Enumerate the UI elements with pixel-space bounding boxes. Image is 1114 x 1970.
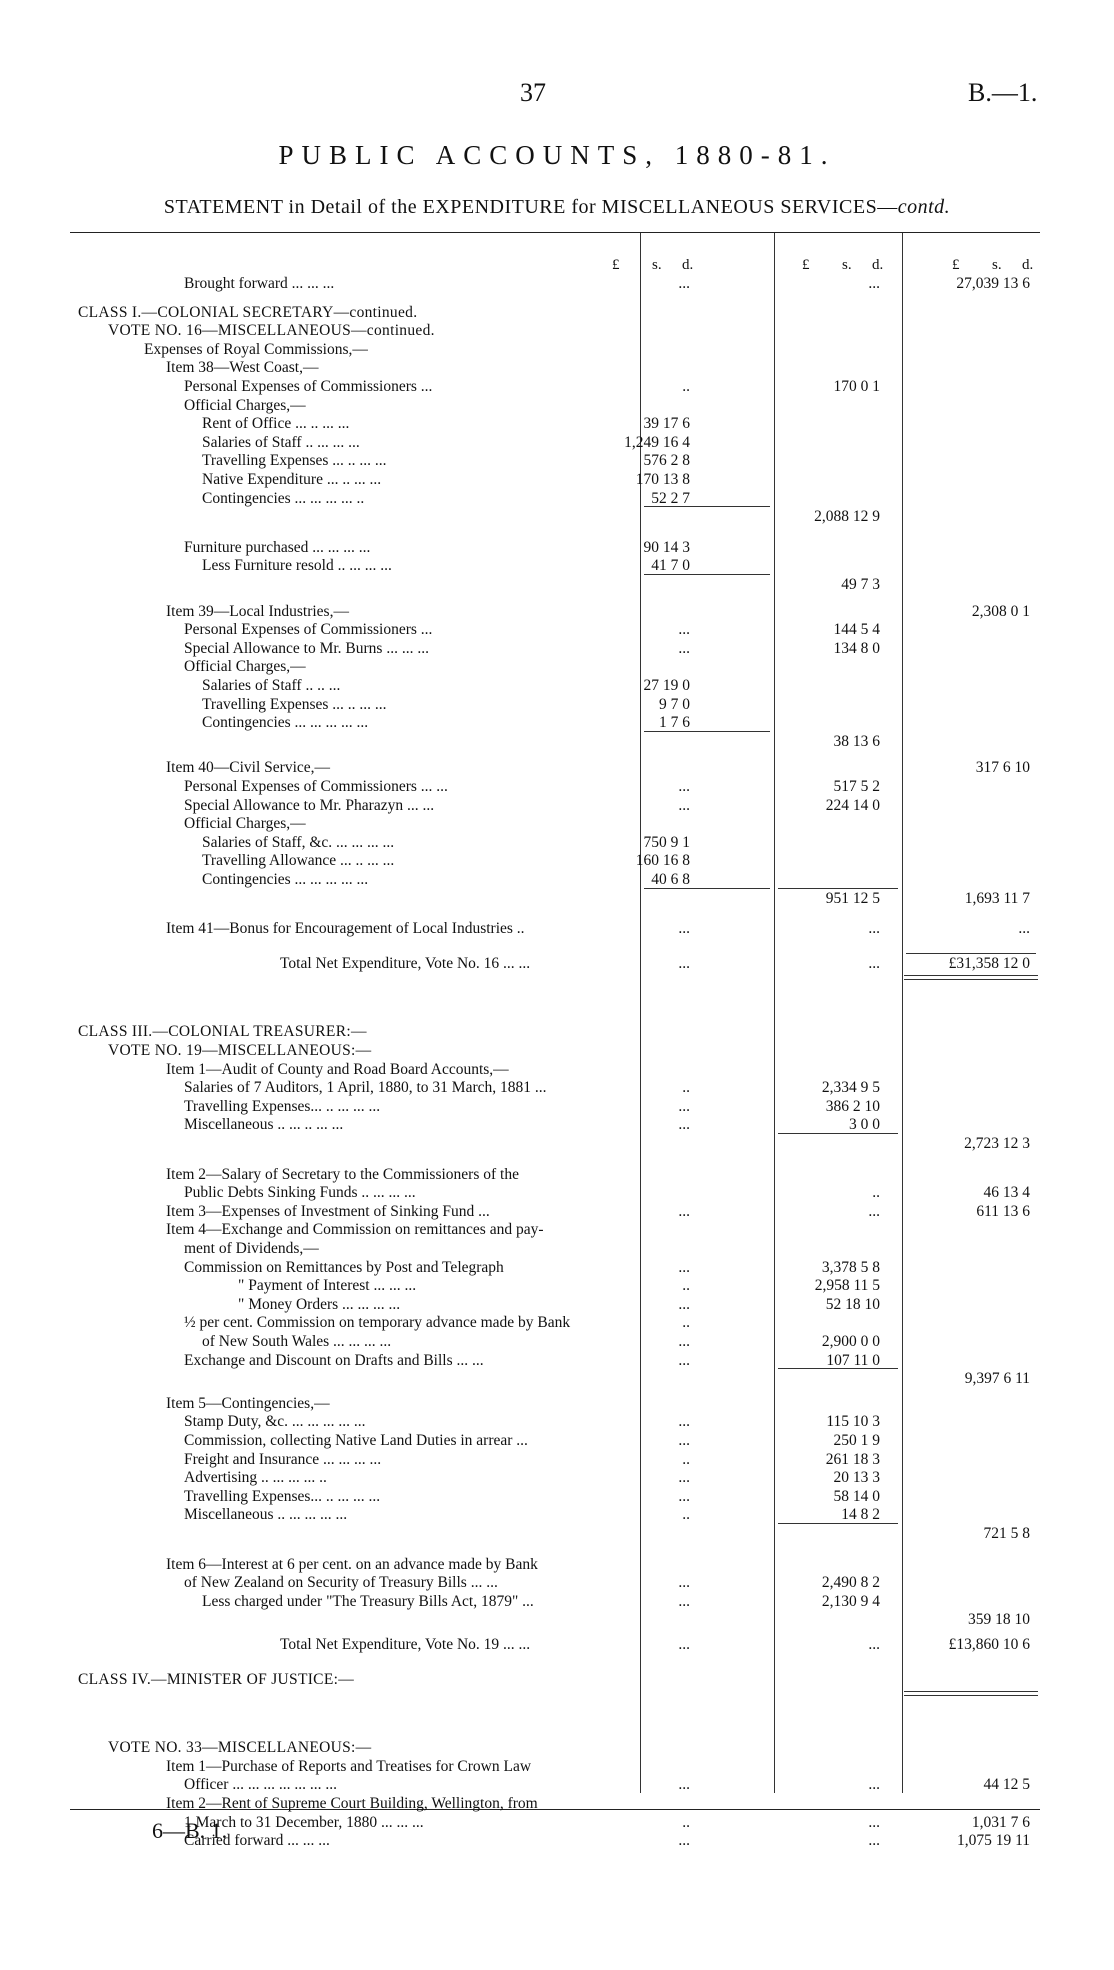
amount-c3: 359 18 10 [968, 1611, 1030, 1629]
row-label: CLASS III.—COLONIAL TREASURER:— [78, 1023, 367, 1041]
row-label: Carried forward ... ... ... [184, 1832, 330, 1850]
row-label: Total Net Expenditure, Vote No. 16 ... ... [280, 954, 531, 972]
row-label: CLASS IV.—MINISTER OF JUSTICE:— [78, 1670, 354, 1688]
amount-c3: 2,308 0 1 [971, 602, 1030, 620]
amount-c2: ... [868, 920, 880, 938]
amount-c1: 1 7 6 [659, 714, 690, 732]
subtitle-text: STATEMENT in Detail of the EXPENDITURE for MISCELLANEOUS SERVICES— [163, 196, 898, 218]
amount-c2: 250 1 9 [833, 1432, 880, 1449]
amount-c1: ... [678, 1469, 690, 1487]
amount-c3: 721 5 8 [983, 1525, 1030, 1542]
amount-c1: ... [678, 778, 690, 795]
row-label: Item 1—Audit of County and Road Board Accounts,— [166, 1060, 509, 1078]
amount-c1: ... [678, 1574, 690, 1592]
amount-c1: ... [678, 1636, 690, 1653]
amount-c1: ... [678, 1832, 690, 1850]
amount-c1: ... [678, 275, 690, 292]
row-label: " Money Orders ... ... ... ... [238, 1295, 401, 1313]
column-rule-3 [902, 233, 903, 1793]
column-1-pounds-header: £ [612, 257, 620, 273]
row-label: Item 5—Contingencies,— [166, 1394, 330, 1412]
amount-c1: .. [682, 1277, 690, 1295]
amount-c1: 1,249 16 4 [624, 433, 690, 451]
amount-c2: 14 8 2 [841, 1506, 880, 1524]
amount-c1: ... [678, 1333, 690, 1350]
page-title: PUBLIC ACCOUNTS, 1880-81. [278, 140, 836, 170]
row-label: Contingencies ... ... ... ... ... [202, 714, 369, 732]
amount-c3: £31,358 12 0 [948, 954, 1030, 972]
amount-c2: 2,130 9 4 [821, 1592, 880, 1610]
row-label: VOTE NO. 19—MISCELLANEOUS:— [108, 1042, 372, 1059]
row-label: Officer ... ... ... ... ... ... ... [184, 1776, 337, 1794]
amount-c2: 2,334 9 5 [821, 1079, 880, 1097]
row-label: Official Charges,— [184, 396, 306, 414]
row-label: Advertising .. ... ... ... .. [184, 1469, 327, 1487]
amount-c1: ... [678, 1295, 690, 1313]
row-label: Item 38—West Coast,— [166, 359, 319, 377]
row-label: Expenses of Royal Commissions,— [144, 340, 368, 358]
amount-c2: ... [868, 1202, 880, 1220]
amount-c2: .. [872, 1184, 880, 1202]
row-label: Travelling Expenses ... .. ... ... [202, 452, 387, 470]
amount-c2: 134 8 0 [833, 639, 880, 657]
row-label: Exchange and Discount on Drafts and Bills ... ... [184, 1351, 484, 1369]
amount-c2: 144 5 4 [833, 621, 880, 639]
amount-c1: ... [678, 1351, 690, 1369]
amount-c1: 27 19 0 [643, 677, 690, 694]
amount-c1: .. [682, 1314, 690, 1332]
row-label: Native Expenditure ... .. ... ... [202, 471, 382, 488]
amount-c1: ... [678, 796, 690, 814]
amount-c2: 3,378 5 8 [821, 1258, 880, 1276]
amount-c2: 170 0 1 [833, 378, 880, 395]
amount-c2: 38 13 6 [833, 732, 880, 750]
row-label: 1 March to 31 December, 1880 ... ... ... [184, 1813, 424, 1831]
amount-c1: ... [678, 920, 690, 938]
row-label: Item 41—Bonus for Encouragement of Local Industries .. [166, 920, 525, 938]
amount-c2: 951 12 5 [825, 889, 880, 907]
row-label: Salaries of Staff .. ... ... ... [202, 433, 360, 451]
row-label: Salaries of Staff .. .. ... [202, 677, 341, 694]
amount-c2: 386 2 10 [825, 1097, 880, 1115]
subtotal-rule [778, 1523, 898, 1524]
row-label: Salaries of 7 Auditors, 1 April, 1880, to 31 March, 1881 ... [184, 1079, 547, 1097]
amount-c1: 170 13 8 [635, 471, 690, 488]
amount-c2: 2,490 8 2 [821, 1574, 880, 1592]
amount-c1: ... [678, 639, 690, 657]
total-double-rule [904, 975, 1038, 980]
amount-c1: ... [678, 1487, 690, 1505]
column-2-pounds-header: £ [802, 257, 810, 273]
row-label: Salaries of Staff, &c. ... ... ... ... [202, 833, 395, 851]
amount-c3: 317 6 10 [975, 759, 1030, 777]
row-label: Travelling Expenses... .. ... ... ... [184, 1487, 381, 1505]
amount-c2: 2,088 12 9 [814, 508, 880, 526]
column-rule-2 [774, 233, 775, 1793]
row-label: Contingencies ... ... ... ... ... [202, 871, 369, 888]
subtotal-rule [778, 888, 898, 889]
row-label: Miscellaneous .. ... ... ... ... [184, 1506, 348, 1524]
row-label: Furniture purchased ... ... ... ... [184, 538, 371, 556]
amount-c2: 107 11 0 [826, 1351, 880, 1369]
row-label: Freight and Insurance ... ... ... ... [184, 1450, 382, 1468]
row-label: Travelling Allowance ... .. ... ... [202, 852, 395, 870]
amount-c1: ... [678, 621, 690, 639]
column-1-pence-header: d. [682, 257, 694, 273]
row-label: Less charged under "The Treasury Bills Act, 1879" ... [202, 1592, 534, 1610]
amount-c1: ... [678, 1258, 690, 1276]
amount-c1: ... [678, 954, 690, 972]
amount-c3: 2,723 12 3 [964, 1135, 1030, 1152]
row-label: Item 2—Rent of Supreme Court Building, Wellington, from [166, 1795, 538, 1812]
amount-c3: 1,031 7 6 [971, 1813, 1030, 1831]
row-label: Commission, collecting Native Land Duties in arrear ... [184, 1432, 528, 1449]
row-label: " Payment of Interest ... ... ... [238, 1277, 417, 1295]
row-label: Public Debts Sinking Funds .. ... ... ... [184, 1184, 416, 1202]
row-label: of New South Wales ... ... ... ... [202, 1333, 392, 1350]
row-label: Item 39—Local Industries,— [166, 602, 349, 620]
amount-c2: 2,900 0 0 [821, 1333, 880, 1350]
row-label: Travelling Expenses... .. ... ... ... [184, 1097, 381, 1115]
amount-c1: 576 2 8 [643, 452, 690, 470]
amount-c2: 20 13 3 [833, 1469, 880, 1487]
row-label: Personal Expenses of Commissioners ... [184, 378, 433, 395]
row-label: of New Zealand on Security of Treasury Bills ... ... [184, 1574, 498, 1592]
column-1-shillings-header: s. [652, 257, 662, 273]
row-label: Total Net Expenditure, Vote No. 19 ... ... [280, 1636, 531, 1653]
row-label: Item 1—Purchase of Reports and Treatises for Crown Law [166, 1757, 532, 1775]
footer-signature: 6—B. 1. [152, 1818, 228, 1843]
subtotal-rule [778, 1133, 898, 1134]
subtotal-rule [644, 888, 770, 889]
subtotal-rule [778, 1368, 898, 1369]
row-label: Contingencies ... ... ... ... .. [202, 489, 365, 507]
amount-c2: 2,958 11 5 [814, 1277, 880, 1295]
row-label: Item 40—Civil Service,— [166, 759, 331, 777]
row-label: VOTE NO. 33—MISCELLANEOUS:— [108, 1739, 372, 1757]
statement-subtitle [0, 196, 1114, 219]
page-number: 37 [520, 78, 546, 107]
subtotal-rule [644, 731, 770, 732]
amount-c1: ... [678, 1116, 690, 1134]
amount-c1: .. [682, 378, 690, 395]
column-rule-1 [640, 233, 641, 1793]
row-label: Miscellaneous .. ... .. ... ... [184, 1116, 344, 1134]
amount-c1: ... [678, 1432, 690, 1449]
amount-c3: £13,860 10 6 [948, 1636, 1030, 1653]
amount-c1: 160 16 8 [635, 852, 690, 870]
amount-c1: ... [678, 1592, 690, 1610]
amount-c1: 52 2 7 [651, 489, 690, 507]
amount-c2: 261 18 3 [825, 1450, 880, 1468]
column-3-pounds-header: £ [952, 257, 960, 273]
amount-c2: ... [868, 1776, 880, 1794]
amount-c2: 517 5 2 [833, 778, 880, 795]
row-label: Special Allowance to Mr. Pharazyn ... ... [184, 796, 435, 814]
amount-c3: 1,693 11 7 [964, 889, 1030, 907]
amount-c2: 224 14 0 [825, 796, 880, 814]
subtotal-rule [644, 574, 770, 575]
amount-c2: ... [868, 954, 880, 972]
amount-c2: 52 18 10 [825, 1295, 880, 1313]
amount-c1: .. [682, 1079, 690, 1097]
amount-c3: 44 12 5 [983, 1776, 1030, 1794]
amount-c1: ... [678, 1413, 690, 1431]
amount-c2: ... [868, 1636, 880, 1653]
row-label: ½ per cent. Commission on temporary advance made by Bank [184, 1314, 571, 1332]
column-2-shillings-header: s. [842, 257, 852, 273]
subtitle-italic: contd. [897, 196, 951, 218]
amount-c1: ... [678, 1097, 690, 1115]
amount-c2: 3 0 0 [849, 1116, 880, 1134]
row-label: Official Charges,— [184, 815, 306, 833]
amount-c2: 49 7 3 [841, 576, 880, 593]
row-label: Brought forward ... ... ... [184, 275, 335, 292]
amount-c3: 27,039 13 6 [956, 275, 1030, 292]
row-label: Item 4—Exchange and Commission on remittances and pay- [166, 1221, 544, 1239]
row-label: Item 2—Salary of Secretary to the Commissioners of the [166, 1165, 519, 1183]
row-label: VOTE NO. 16—MISCELLANEOUS—continued. [108, 322, 435, 340]
amount-c1: ... [678, 1202, 690, 1220]
subtotal-rule [906, 953, 1036, 954]
column-3-shillings-header: s. [992, 257, 1002, 273]
row-label: Commission on Remittances by Post and Telegraph [184, 1258, 504, 1276]
amount-c1: 90 14 3 [643, 538, 690, 556]
amount-c1: ... [678, 1776, 690, 1794]
column-2-pence-header: d. [872, 257, 884, 273]
row-label: Personal Expenses of Commissioners ... ... [184, 778, 448, 795]
row-label: ment of Dividends,— [184, 1240, 319, 1257]
amount-c3: 46 13 4 [983, 1184, 1030, 1202]
row-label: Official Charges,— [184, 658, 306, 676]
amount-c3: 1,075 19 11 [956, 1832, 1030, 1850]
row-label: Travelling Expenses ... .. ... ... [202, 695, 387, 713]
row-label: CLASS I.—COLONIAL SECRETARY—continued. [78, 303, 418, 321]
row-label: Rent of Office ... .. ... ... [202, 415, 350, 433]
row-label: Item 6—Interest at 6 per cent. on an advance made by Bank [166, 1555, 538, 1573]
column-3-pence-header: d. [1022, 257, 1034, 273]
amount-c2: ... [868, 275, 880, 292]
amount-c2: 115 10 3 [826, 1413, 880, 1431]
amount-c1: 750 9 1 [643, 833, 690, 851]
amount-c2: ... [868, 1813, 880, 1831]
amount-c1: 9 7 0 [659, 695, 690, 713]
subtotal-rule [644, 506, 770, 507]
amount-c3: 9,397 6 11 [964, 1370, 1030, 1388]
amount-c2: ... [868, 1832, 880, 1850]
amount-c3: ... [1018, 920, 1030, 938]
total-double-rule [904, 1691, 1038, 1696]
row-label: Personal Expenses of Commissioners ... [184, 621, 433, 639]
amount-c1: 41 7 0 [651, 557, 690, 575]
amount-c1: .. [682, 1506, 690, 1524]
amount-c1: .. [682, 1813, 690, 1831]
row-label: Less Furniture resold .. ... ... ... [202, 557, 392, 575]
amount-c3: 611 13 6 [976, 1202, 1030, 1220]
amount-c2: 58 14 0 [833, 1487, 880, 1505]
document-reference: B.—1. [968, 78, 1038, 107]
amount-c1: .. [682, 1450, 690, 1468]
row-label: Item 3—Expenses of Investment of Sinking Fund ... [166, 1202, 490, 1220]
amount-c1: 39 17 6 [643, 415, 690, 433]
row-label: Stamp Duty, &c. ... ... ... ... ... [184, 1413, 366, 1431]
amount-c1: 40 6 8 [651, 871, 690, 888]
row-label: Special Allowance to Mr. Burns ... ... ... [184, 639, 429, 657]
